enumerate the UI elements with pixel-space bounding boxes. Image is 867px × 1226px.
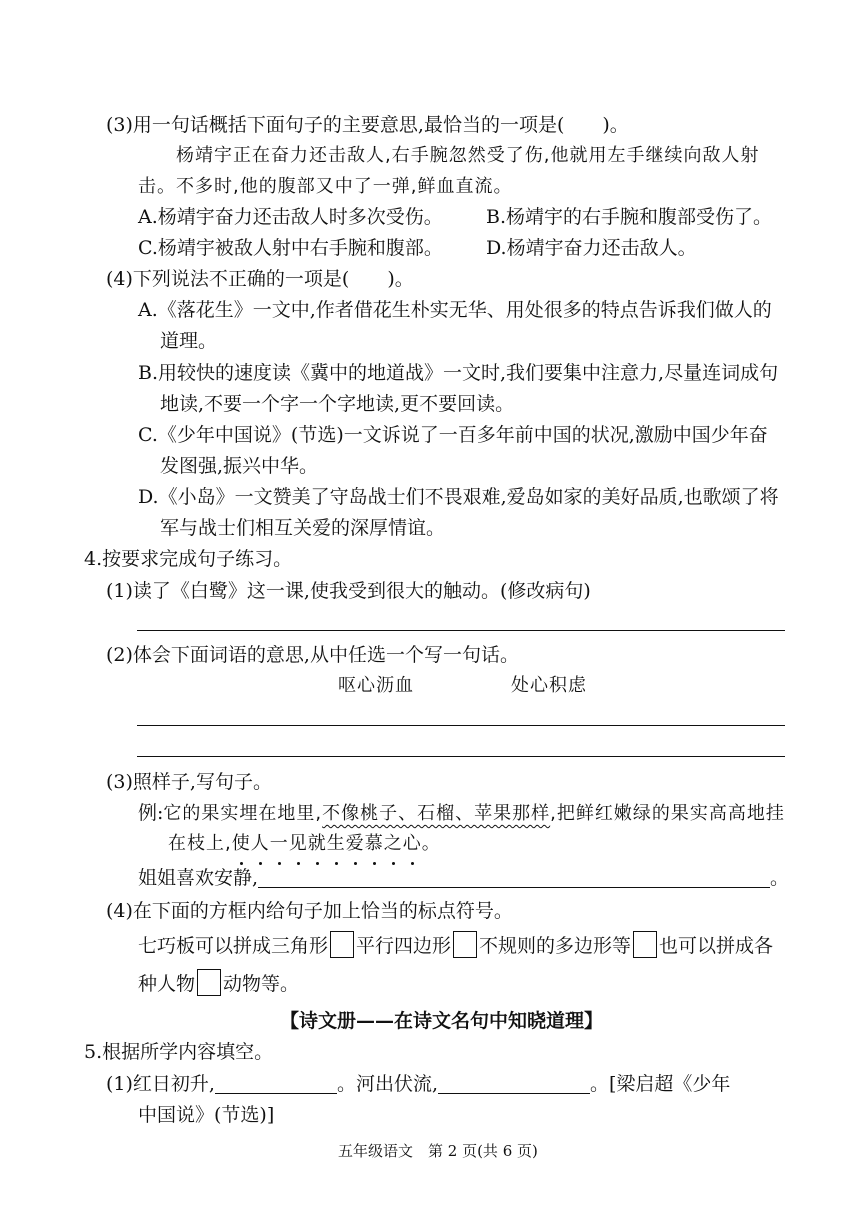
punct-box-4[interactable] [197, 969, 221, 996]
option-c[interactable]: C.杨靖宇被敌人射中右手腕和腹部。 [138, 237, 443, 259]
option-4a-line-2: 道理。 [160, 330, 218, 352]
fill-suffix: 。 [770, 867, 790, 889]
question-3-4-stem: (4)下列说法不正确的一项是( )。 [106, 268, 414, 290]
punct-text-5: 种人物 [138, 973, 196, 995]
passage-line-1: 杨靖宇正在奋力还击敌人,右手腕忽然受了伤,他就用左手继续向敌人射 [176, 145, 760, 166]
option-4a-line-1[interactable]: A.《落花生》一文中,作者借花生朴实无华、用处很多的特点告诉我们做人的 [138, 299, 772, 321]
punct-text-4: 也可以拼成各 [659, 935, 774, 957]
answer-line-2[interactable] [137, 725, 785, 726]
punct-text-1: 七巧板可以拼成三角形 [138, 935, 329, 957]
q4-sub-1: (1)读了《白鹭》这一课,使我受到很大的触动。(修改病句) [106, 580, 591, 602]
punct-box-1[interactable] [330, 931, 354, 958]
option-a[interactable]: A.杨靖宇奋力还击敌人时多次受伤。 [138, 206, 443, 228]
punct-box-3[interactable] [633, 931, 657, 958]
idiom-1: 呕心沥血 [338, 675, 414, 696]
dotted-char: 就 [308, 831, 327, 857]
dotted-char: 人 [251, 831, 270, 857]
example-line-2 [168, 831, 441, 857]
dotted-char: 使 [232, 831, 251, 857]
dotted-char: 爱 [346, 831, 365, 857]
punct-text-6: 动物等。 [223, 973, 300, 995]
q4-sub-4: (4)在下面的方框内给句子加上恰当的标点符号。 [106, 900, 513, 922]
passage-line-2: 击。不多时,他的腹部又中了一弹,鲜血直流。 [138, 176, 513, 197]
q5-sub-1-line-2: 中国说》(节选)] [138, 1104, 275, 1126]
q5-blank-2[interactable] [438, 1073, 590, 1094]
option-4d-line-2: 军与战士们相互关爱的深厚情谊。 [160, 517, 446, 539]
option-4b-line-1[interactable]: B.用较快的速度读《冀中的地道战》一文时,我们要集中注意力,尽量连词成句 [138, 362, 779, 384]
idiom-2: 处心积虑 [511, 675, 587, 696]
punct-text-3: 不规则的多边形等 [479, 935, 632, 957]
question-4-title: 4.按要求完成句子练习。 [84, 548, 293, 570]
dotted-char: 生 [327, 831, 346, 857]
example-text-post: ,把鲜红嫩绿的果实高高地挂 [550, 803, 785, 824]
example-label: 例: [138, 802, 164, 824]
option-4d-line-1[interactable]: D.《小岛》一文赞美了守岛战士们不畏艰难,爱岛如家的美好品质,也歌颂了将 [138, 486, 779, 508]
example-text-pre: 它的果实埋在地里, [163, 803, 323, 824]
question-3-3-stem: (3)用一句话概括下面句子的主要意思,最恰当的一项是( )。 [106, 114, 629, 136]
option-4c-line-1[interactable]: C.《少年中国说》(节选)一文诉说了一百多年前中国的状况,激励中国少年奋 [138, 424, 768, 446]
punct-text-2: 平行四边形 [356, 935, 452, 957]
example-dotted-phrase [232, 833, 422, 854]
dotted-char: 一 [270, 831, 289, 857]
example-line-2-post: 。 [421, 833, 441, 854]
question-5-title: 5.根据所学内容填空。 [84, 1041, 274, 1063]
fill-prefix: 姐姐喜欢安静, [138, 867, 259, 889]
option-4b-line-2: 地读,不要一个字一个字地读,更不要回读。 [160, 393, 515, 415]
answer-line-1[interactable] [137, 630, 785, 631]
q5-blank-1[interactable] [215, 1073, 337, 1094]
option-b[interactable]: B.杨靖宇的右手腕和腹部受伤了。 [486, 206, 773, 228]
page-footer: 五年级语文 第 2 页(共 6 页) [338, 1142, 538, 1160]
example-wavy-phrase: 不像桃子、石榴、苹果那样 [322, 803, 551, 824]
punct-line-2 [138, 969, 299, 997]
punct-box-2[interactable] [453, 931, 477, 958]
example-line-2-pre: 在枝上, [168, 833, 232, 854]
option-d[interactable]: D.杨靖宇奋力还击敌人。 [486, 237, 697, 259]
dotted-char: 见 [289, 831, 308, 857]
q4-sub-2: (2)体会下面词语的意思,从中任选一个写一句话。 [106, 644, 519, 666]
option-4c-line-2: 发图强,振兴中华。 [160, 455, 319, 477]
example-line-1 [138, 800, 785, 827]
fill-blank[interactable] [258, 867, 770, 888]
q5-text-2: 。河出伏流, [336, 1073, 439, 1095]
section-title: 【诗文册——在诗文名句中知晓道理】 [280, 1010, 604, 1032]
punct-line-1 [138, 931, 773, 959]
q4-sub-3: (3)照样子,写句子。 [106, 771, 272, 793]
q5-text-3: 。[梁启超《少年 [590, 1073, 731, 1095]
answer-line-3[interactable] [137, 756, 785, 757]
dotted-char: 心 [403, 831, 422, 857]
q5-text-1: (1)红日初升, [106, 1073, 215, 1095]
dotted-char: 之 [384, 831, 403, 857]
fill-sentence [138, 865, 789, 891]
q5-sub-1 [106, 1071, 730, 1097]
dotted-char: 慕 [365, 831, 384, 857]
